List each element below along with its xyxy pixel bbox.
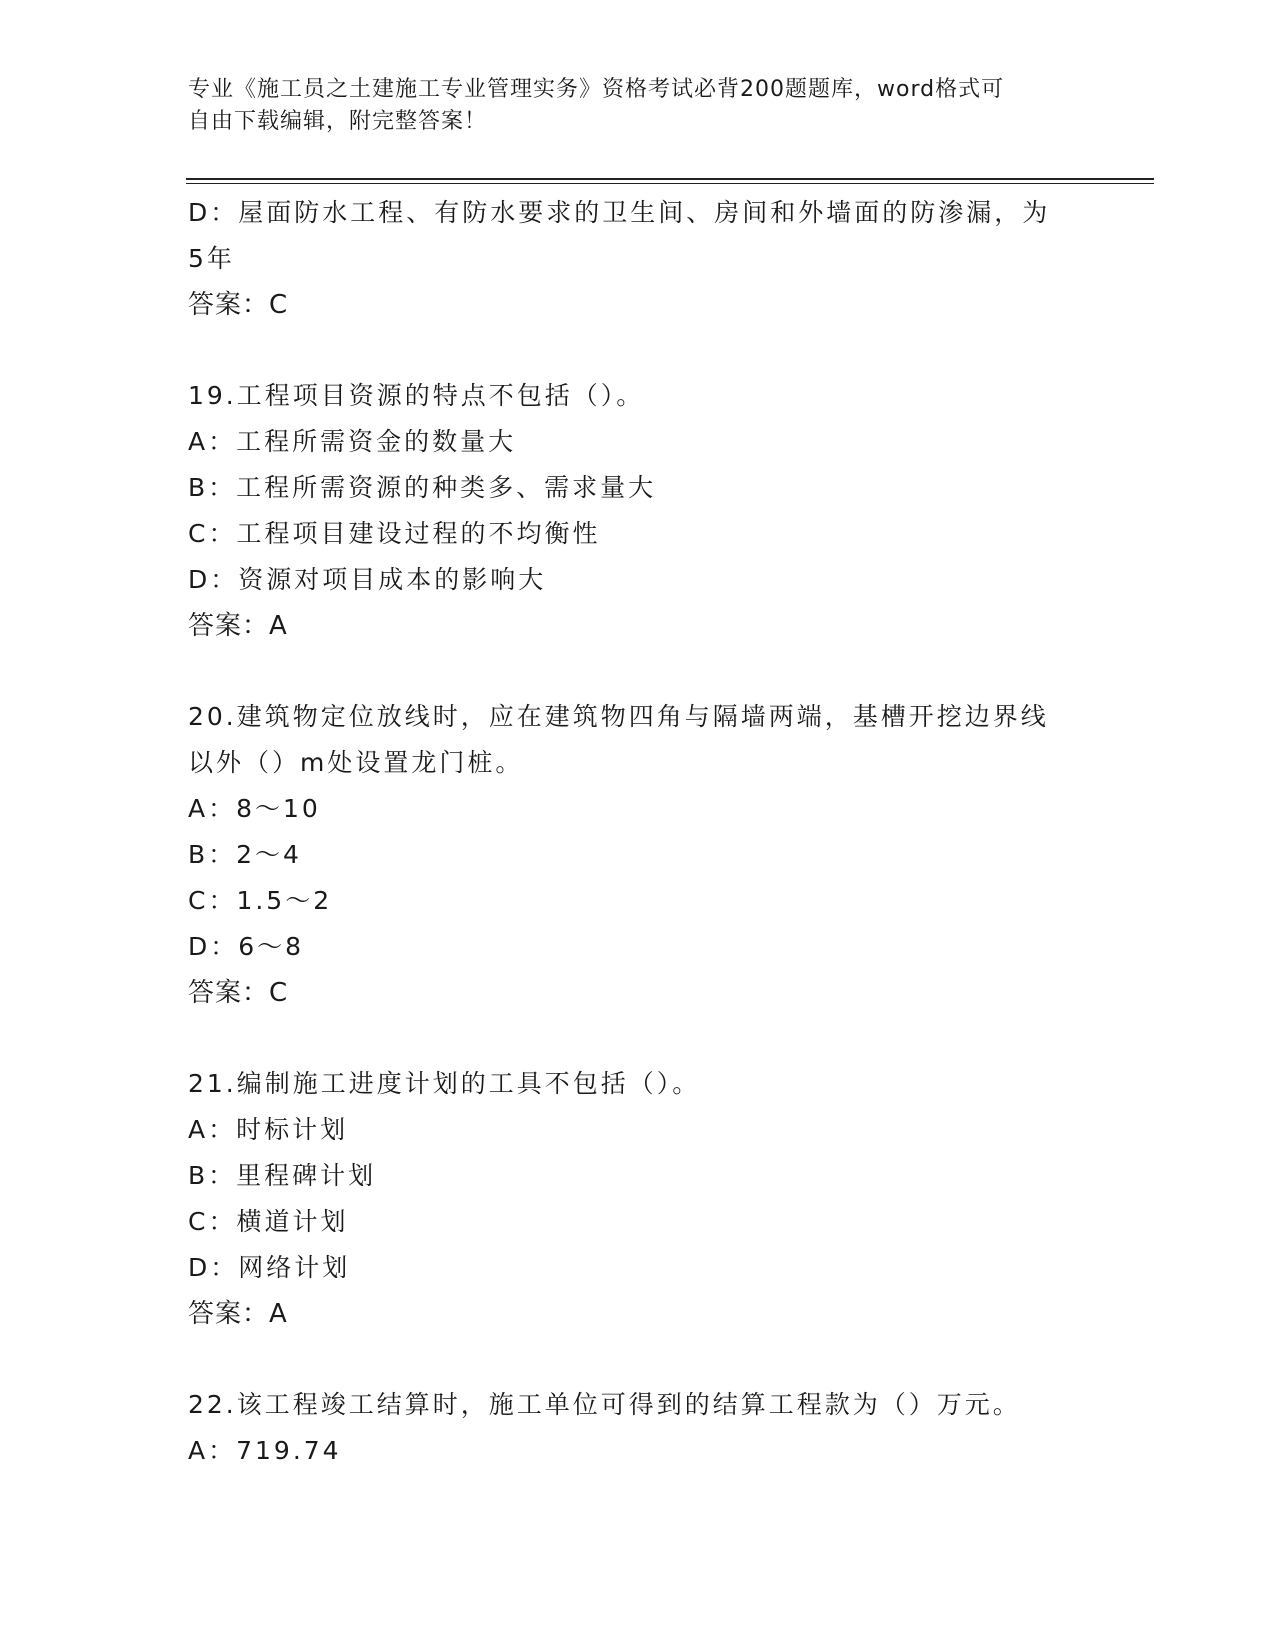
question-22: [188, 1382, 1088, 1474]
question-20: [188, 694, 1088, 1016]
answer-label: 答案：C: [188, 290, 289, 320]
option-a: A：8～10: [188, 794, 321, 823]
document-header: [188, 74, 1088, 138]
option-d: D：网络计划: [188, 1253, 351, 1282]
question-list: [188, 190, 1088, 1474]
option-b: B：里程碑计划: [188, 1161, 377, 1190]
option-d: D：6～8: [188, 932, 305, 961]
answer-label: 答案：A: [188, 1299, 288, 1329]
question-stem: 22.该工程竣工结算时，施工单位可得到的结算工程款为（）万元。: [188, 1390, 1021, 1419]
question-stem: 21.编制施工进度计划的工具不包括（）。: [188, 1069, 701, 1098]
question-stem-continued: 以外（）m处设置龙门桩。: [188, 748, 524, 777]
question-18-tail: [188, 190, 1088, 328]
option-d: D：屋面防水工程、有防水要求的卫生间、房间和外墙面的防渗漏，为: [188, 198, 1051, 227]
answer-label: 答案：C: [188, 978, 289, 1008]
question-stem: 19.工程项目资源的特点不包括（）。: [188, 381, 645, 410]
option-c: C：横道计划: [188, 1207, 349, 1236]
option-a: A：工程所需资金的数量大: [188, 427, 517, 456]
header-line-1: 专业《施工员之土建施工专业管理实务》资格考试必背200题题库，word格式可: [188, 77, 1005, 102]
question-19: [188, 373, 1088, 649]
question-stem: 20.建筑物定位放线时，应在建筑物四角与隔墙两端，基槽开挖边界线: [188, 702, 1049, 731]
option-b: B：工程所需资源的种类多、需求量大: [188, 473, 657, 502]
header-line-2: 自由下载编辑，附完整答案！: [188, 109, 488, 134]
option-d-continued: 5年: [188, 244, 235, 273]
header-divider: [186, 178, 1154, 184]
option-d: D：资源对项目成本的影响大: [188, 565, 547, 594]
question-21: [188, 1061, 1088, 1337]
option-c: C：1.5～2: [188, 886, 333, 915]
option-a: A：719.74: [188, 1436, 342, 1465]
option-b: B：2～4: [188, 840, 302, 869]
option-c: C：工程项目建设过程的不均衡性: [188, 519, 601, 548]
option-a: A：时标计划: [188, 1115, 349, 1144]
answer-label: 答案：A: [188, 611, 288, 641]
